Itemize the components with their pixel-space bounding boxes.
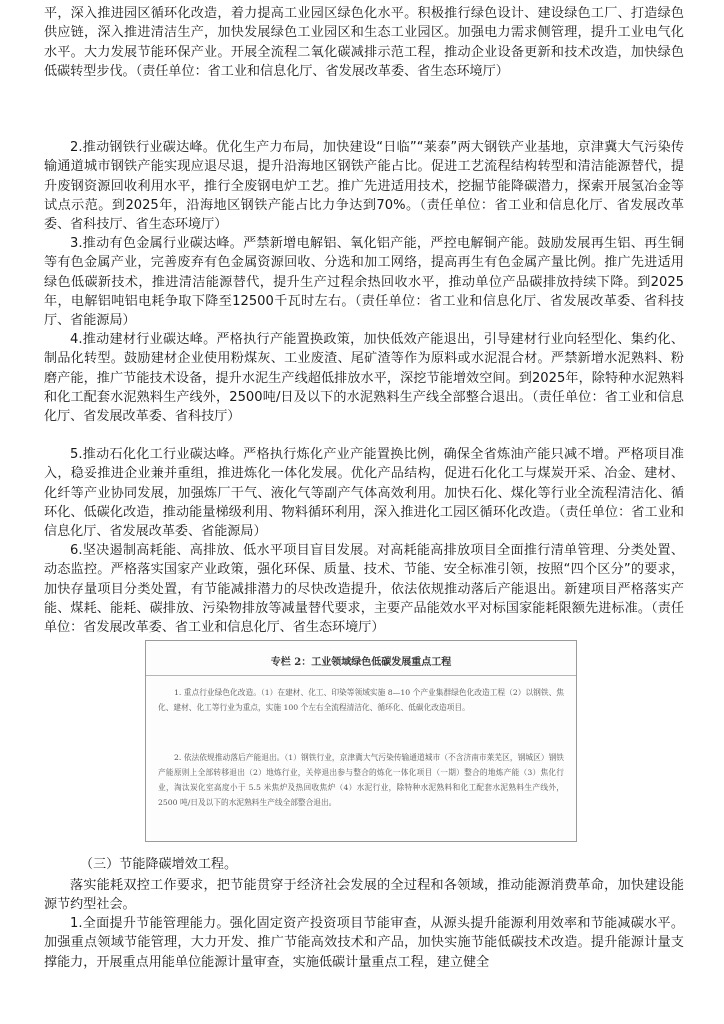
special-column-box (145, 640, 577, 842)
special-column-divider (146, 675, 576, 676)
paragraph-energy-management: 1.全面提升节能管理能力。强化固定资产投资项目节能审查，从源头提升能源利用效率和节能减碳水平。加强重点领域节能管理，大力开发、推广节能高效技术和产品，加快实施节能低碳技术改造。提升能源计量支撑能力，开展重点用能单位能源计量审查，实施低碳计量重点工程，建立健全 (44, 916, 684, 970)
paragraph-petrochemical: 5.推动石化化工行业碳达峰。严格执行炼化产业产能置换比例，确保全省炼油产能只减不增。严格项目准入，稳妥推进企业兼并重组，推进炼化一体化发展。优化产品结构，促进石化化工与煤炭开采、冶金、建材、化纤等产业协同发展，加强炼厂干气、液化气等副产气体高效利用。加快石化、煤化等行业全流程清洁化、循环化、低碳化改造，推动能量梯级利用、物料循环利用，深入推进化工园区循环化改造。（责任单位：省工业和信息化厅、省发展改革委、省能源局） (44, 447, 684, 540)
paragraph-steel: 2.推动钢铁行业碳达峰。优化生产力布局，加快建设“日临”“莱泰”两大钢铁产业基地，京津冀大气污染传输通道城市钢铁产能实现应退尽退，提升沿海地区钢铁产能占比。促进工艺流程结构转型和清洁能源替代，提升废钢资源回收利用水平，推行全废钢电炉工艺。推广先进适用技术，挖掘节能降碳潜力，探索开展氢冶金等试点示范。到2025年，沿海地区钢铁产能占比力争达到70%。（责任单位：省工业和信息化厅、省发展改革委、省科技厅、省生态环境厅） (44, 140, 684, 233)
paragraph-building-materials: 4.推动建材行业碳达峰。严格执行产能置换政策，加快低效产能退出，引导建材行业向轻型化、集约化、制品化转型。鼓励建材企业使用粉煤灰、工业废渣、尾矿渣等作为原料或水泥混合材。严禁新增水泥熟料、粉磨产能，推广节能技术设备，提升水泥生产线超低排放水平，深挖节能增效空间。到2025年，除特种水泥熟料和化工配套水泥熟料生产线外，2500吨/日及以下的水泥熟料生产线全部整合退出。（责任单位：省工业和信息化厅、省发展改革委、省科技厅） (44, 332, 684, 425)
paragraph-nonferrous: 3.推动有色金属行业碳达峰。严禁新增电解铝、氧化铝产能，严控电解铜产能。鼓励发展再生铝、再生铜等有色金属产业，完善废弃有色金属资源回收、分选和加工网络，提高再生有色金属产量比例。推广先进适用绿色低碳新技术，推进清洁能源替代，提升生产过程余热回收水平，推动单位产品碳排放持续下降。到2025年，电解铝吨铝电耗争取下降至12500千瓦时左右。（责任单位：省工业和信息化厅、省发展改革委、省科技厅、省能源局） (44, 236, 684, 329)
paragraph-curb-projects: 6.坚决遏制高耗能、高排放、低水平项目盲目发展。对高耗能高排放项目全面推行清单管理、分类处置、动态监控。严格落实国家产业政策，强化环保、质量、技术、节能、安全标准引领，按照“四个区分”的要求，加快存量项目分类处置，有节能减排潜力的尽快改造提升，依法依规推动落后产能退出。新建项目严格落实产能、煤耗、能耗、碳排放、污染物排放等减量替代要求，主要产品能效水平对标国家能耗限额先进标准。（责任单位：省发展改革委、省工业和信息化厅、省生态环境厅） (44, 543, 684, 636)
section-heading: （三）节能降碳增效工程。 (80, 857, 238, 872)
special-column-title: 专栏 2：工业领域绿色低碳发展重点工程 (270, 657, 452, 668)
paragraph-section-intro: 落实能耗双控工作要求，把节能贯穿于经济社会发展的全过程和各领域，推动能源消费革命，加快建设能源节约型社会。 (44, 878, 684, 913)
paragraph-intro: 平，深入推进园区循环化改造，着力提高工业园区绿色化水平。积极推行绿色设计、建设绿色工厂、打造绿色供应链，深入推进清洁生产，加快发展绿色工业园区和生态工业园区。加强电力需求侧管理，提升工业电气化水平。大力发展节能环保产业。开展全流程二氧化碳减排示范工程，推动企业设备更新和技术改造，加快绿色低碳转型步伐。（责任单位：省工业和信息化厅、省发展改革委、省生态环境厅） (44, 6, 684, 79)
special-column-item-1: 1. 重点行业绿色化改造。（1）在建材、化工、印染等领域实施 8—10 个产业集群绿色化改造工程（2）以钢铁、焦化、建材、化工等行业为重点，实施 100 个左右全流程清洁化、循环化、低碳化改造项目。 (158, 688, 564, 712)
special-column-item-2: 2. 依法依规推动落后产能退出。（1）钢铁行业，京津冀大气污染传输通道城市（不含济南市莱芜区，钢城区）钢铁产能原则上全部转移退出（2）地炼行业，关停退出参与整合的炼化一体化项目（一期）整合的地炼产能（3）焦化行业，淘汰炭化室高度小于 5.5 米焦炉及热回收焦炉（4）水泥行业，除特种水泥熟料和化工配套水泥熟料生产线外，2500 吨/日及以下的水泥熟料生产线全部整合退出。 (158, 753, 564, 807)
